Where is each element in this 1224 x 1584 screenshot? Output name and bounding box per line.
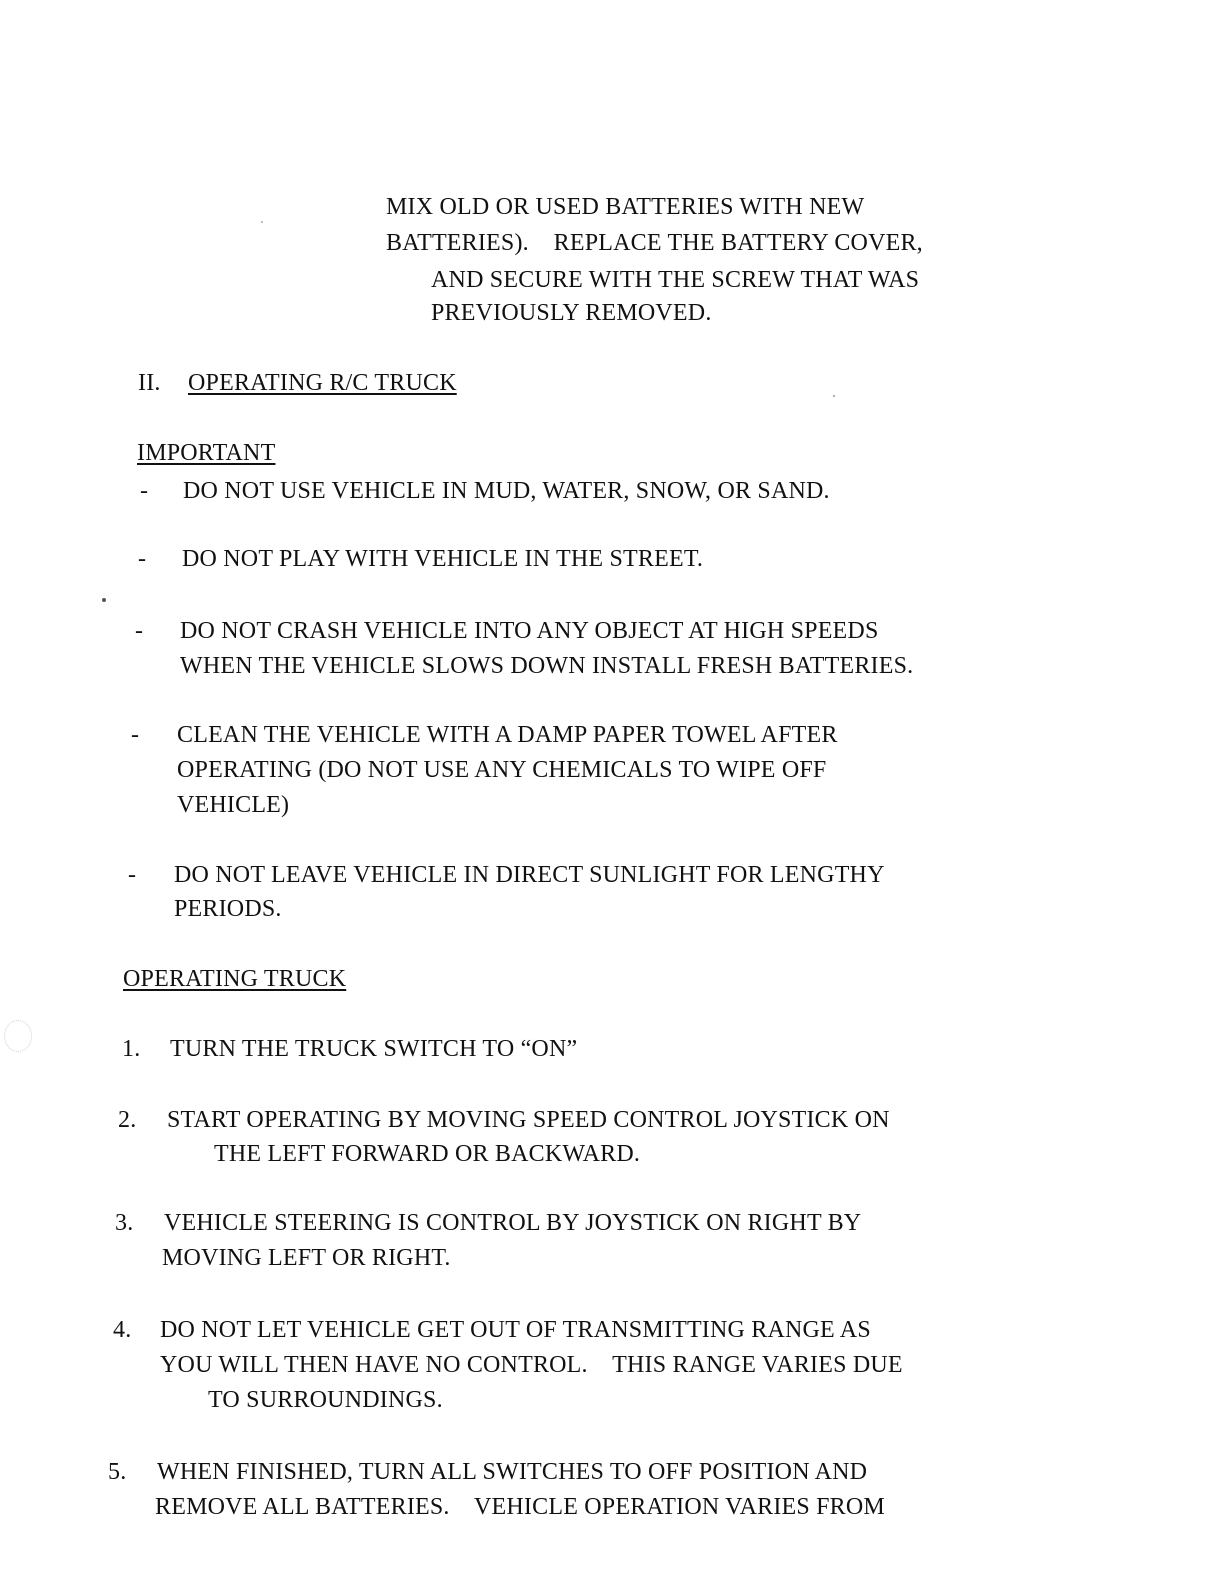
scan-speck (833, 395, 835, 397)
section-title: OPERATING R/C TRUCK (188, 370, 457, 396)
scan-smudge (4, 1020, 32, 1052)
important-item-line: DO NOT LEAVE VEHICLE IN DIRECT SUNLIGHT FOR LENGTHY (174, 862, 885, 888)
important-item-line: WHEN THE VEHICLE SLOWS DOWN INSTALL FRESH BATTERIES. (180, 653, 914, 679)
operating-heading: OPERATING TRUCK (123, 966, 347, 992)
important-heading: IMPORTANT (137, 440, 276, 466)
step-line: DO NOT LET VEHICLE GET OUT OF TRANSMITTING RANGE AS (160, 1317, 871, 1343)
bullet-marker: - (135, 618, 144, 644)
step-line: REMOVE ALL BATTERIES. VEHICLE OPERATION VARIES FROM (155, 1494, 885, 1520)
important-item-line: PERIODS. (174, 896, 282, 922)
step-line: YOU WILL THEN HAVE NO CONTROL. THIS RANGE VARIES DUE (160, 1352, 903, 1378)
step-line: VEHICLE STEERING IS CONTROL BY JOYSTICK ON RIGHT BY (164, 1210, 862, 1236)
step-number: 4. (113, 1317, 132, 1343)
intro-line: MIX OLD OR USED BATTERIES WITH NEW (386, 194, 865, 220)
step-number: 3. (115, 1210, 134, 1236)
bullet-marker: - (128, 862, 137, 888)
scan-speck (261, 221, 263, 223)
important-item-line: VEHICLE) (177, 792, 290, 818)
bullet-marker: - (138, 546, 147, 572)
bullet-marker: - (131, 722, 140, 748)
intro-line: BATTERIES). REPLACE THE BATTERY COVER, (386, 230, 923, 256)
important-item-line: DO NOT USE VEHICLE IN MUD, WATER, SNOW, OR SAND. (183, 478, 830, 504)
step-line: THE LEFT FORWARD OR BACKWARD. (214, 1141, 641, 1167)
scan-speck (102, 598, 106, 602)
important-item-line: CLEAN THE VEHICLE WITH A DAMP PAPER TOWEL AFTER (177, 722, 838, 748)
step-line: WHEN FINISHED, TURN ALL SWITCHES TO OFF POSITION AND (157, 1459, 868, 1485)
step-line: START OPERATING BY MOVING SPEED CONTROL JOYSTICK ON (167, 1107, 890, 1133)
intro-line: AND SECURE WITH THE SCREW THAT WAS (431, 267, 920, 293)
step-line: TURN THE TRUCK SWITCH TO “ON” (170, 1036, 578, 1062)
intro-line: PREVIOUSLY REMOVED. (431, 300, 712, 326)
step-number: 2. (118, 1107, 137, 1133)
step-number: 1. (122, 1036, 141, 1062)
bullet-marker: - (140, 478, 149, 504)
important-item-line: DO NOT PLAY WITH VEHICLE IN THE STREET. (182, 546, 704, 572)
step-line: TO SURROUNDINGS. (208, 1387, 443, 1413)
step-line: MOVING LEFT OR RIGHT. (162, 1245, 451, 1271)
important-item-line: OPERATING (DO NOT USE ANY CHEMICALS TO WIPE OFF (177, 757, 827, 783)
section-numeral: II. (138, 370, 161, 396)
important-item-line: DO NOT CRASH VEHICLE INTO ANY OBJECT AT HIGH SPEEDS (180, 618, 879, 644)
step-number: 5. (108, 1459, 127, 1485)
